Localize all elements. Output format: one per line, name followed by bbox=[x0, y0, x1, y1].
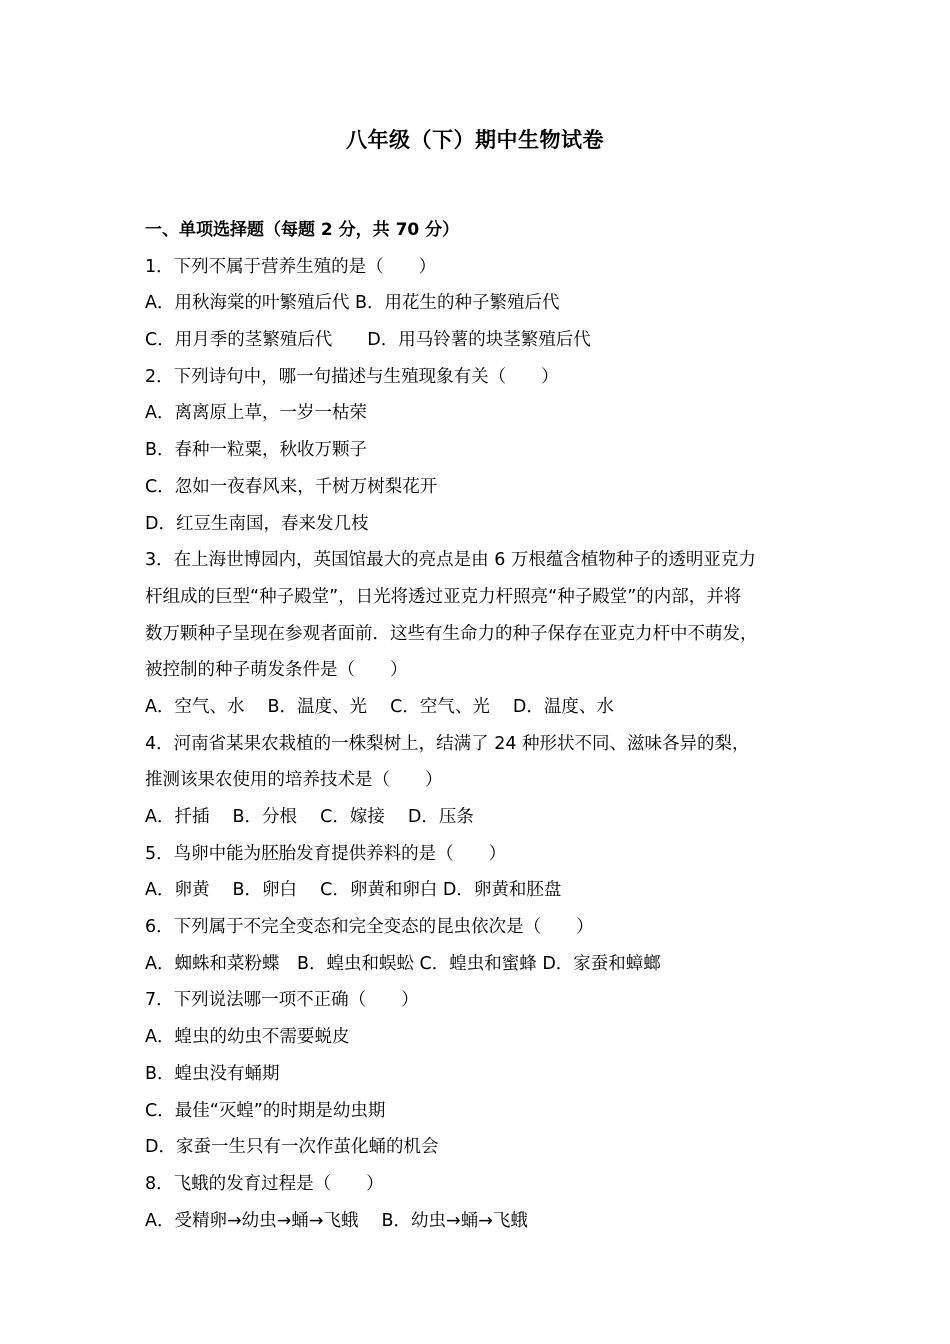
question-3-line-3: 数万颗种子呈现在参观者面前．这些有生命力的种子保存在亚克力杆中不萌发， bbox=[145, 623, 758, 644]
question-2-option-b: B．春种一粒粟，秋收万颗子 bbox=[145, 440, 368, 461]
question-8-options: A．受精卵→幼虫→蛹→飞蛾 B．幼虫→蛹→飞蛾 bbox=[145, 1210, 528, 1231]
question-3-line-1: 3．在上海世博园内，英国馆最大的亮点是由 6 万根蕴含植物种子的透明亚克力 bbox=[145, 550, 756, 571]
question-4-line-2: 推测该果农使用的培养技术是（ ） bbox=[145, 770, 443, 791]
question-2: 2．下列诗句中，哪一句描述与生殖现象有关（ ） bbox=[145, 366, 559, 387]
question-8: 8．飞蛾的发育过程是（ ） bbox=[145, 1173, 384, 1194]
question-2-option-d: D．红豆生南国，春来发几枝 bbox=[145, 513, 369, 534]
question-5: 5．鸟卵中能为胚胎发育提供养料的是（ ） bbox=[145, 843, 507, 864]
section-heading: 一、单项选择题（每题 2 分，共 70 分） bbox=[145, 220, 460, 240]
question-7-option-a: A．蝗虫的幼虫不需要蜕皮 bbox=[145, 1027, 350, 1048]
question-6-options: A．蜘蛛和菜粉蝶 B．蝗虫和蜈蚣 C．蝗虫和蜜蜂 D．家蚕和蟑螂 bbox=[145, 953, 661, 974]
question-1-options-cd: C．用月季的茎繁殖后代 D．用马铃薯的块茎繁殖后代 bbox=[145, 330, 591, 351]
question-3-line-2: 杆组成的巨型“种子殿堂”，日光将透过亚克力杆照亮“种子殿堂”的内部，并将 bbox=[145, 586, 742, 607]
question-2-option-c: C．忽如一夜春风来，千树万树梨花开 bbox=[145, 476, 438, 497]
question-1-options-ab: A．用秋海棠的叶繁殖后代 B．用花生的种子繁殖后代 bbox=[145, 293, 560, 314]
question-4-options: A．扦插 B．分根 C．嫁接 D．压条 bbox=[145, 807, 474, 827]
question-5-options: A．卵黄 B．卵白 C．卵黄和卵白 D．卵黄和胚盘 bbox=[145, 880, 562, 901]
question-6: 6．下列属于不完全变态和完全变态的昆虫依次是（ ） bbox=[145, 917, 594, 938]
question-7: 7．下列说法哪一项不正确（ ） bbox=[145, 990, 419, 1011]
question-1: 1．下列不属于营养生殖的是（ ） bbox=[145, 256, 437, 277]
exam-content bbox=[145, 212, 825, 1239]
question-4-line-1: 4．河南省某果农栽植的一株梨树上，结满了 24 种形状不同、滋味各异的梨， bbox=[145, 733, 750, 754]
exam-title: 八年级（下）期中生物试卷 bbox=[346, 128, 604, 152]
question-7-option-c: C．最佳“灭蝗”的时期是幼虫期 bbox=[145, 1100, 386, 1121]
question-3-options: A．空气、水 B．温度、光 C．空气、光 D．温度、水 bbox=[145, 696, 614, 717]
question-3-line-4: 被控制的种子萌发条件是（ ） bbox=[145, 660, 408, 681]
question-7-option-b: B．蝗虫没有蛹期 bbox=[145, 1063, 280, 1084]
question-2-option-a: A．离离原上草，一岁一枯荣 bbox=[145, 403, 367, 424]
question-7-option-d: D．家蚕一生只有一次作茧化蛹的机会 bbox=[145, 1137, 439, 1158]
